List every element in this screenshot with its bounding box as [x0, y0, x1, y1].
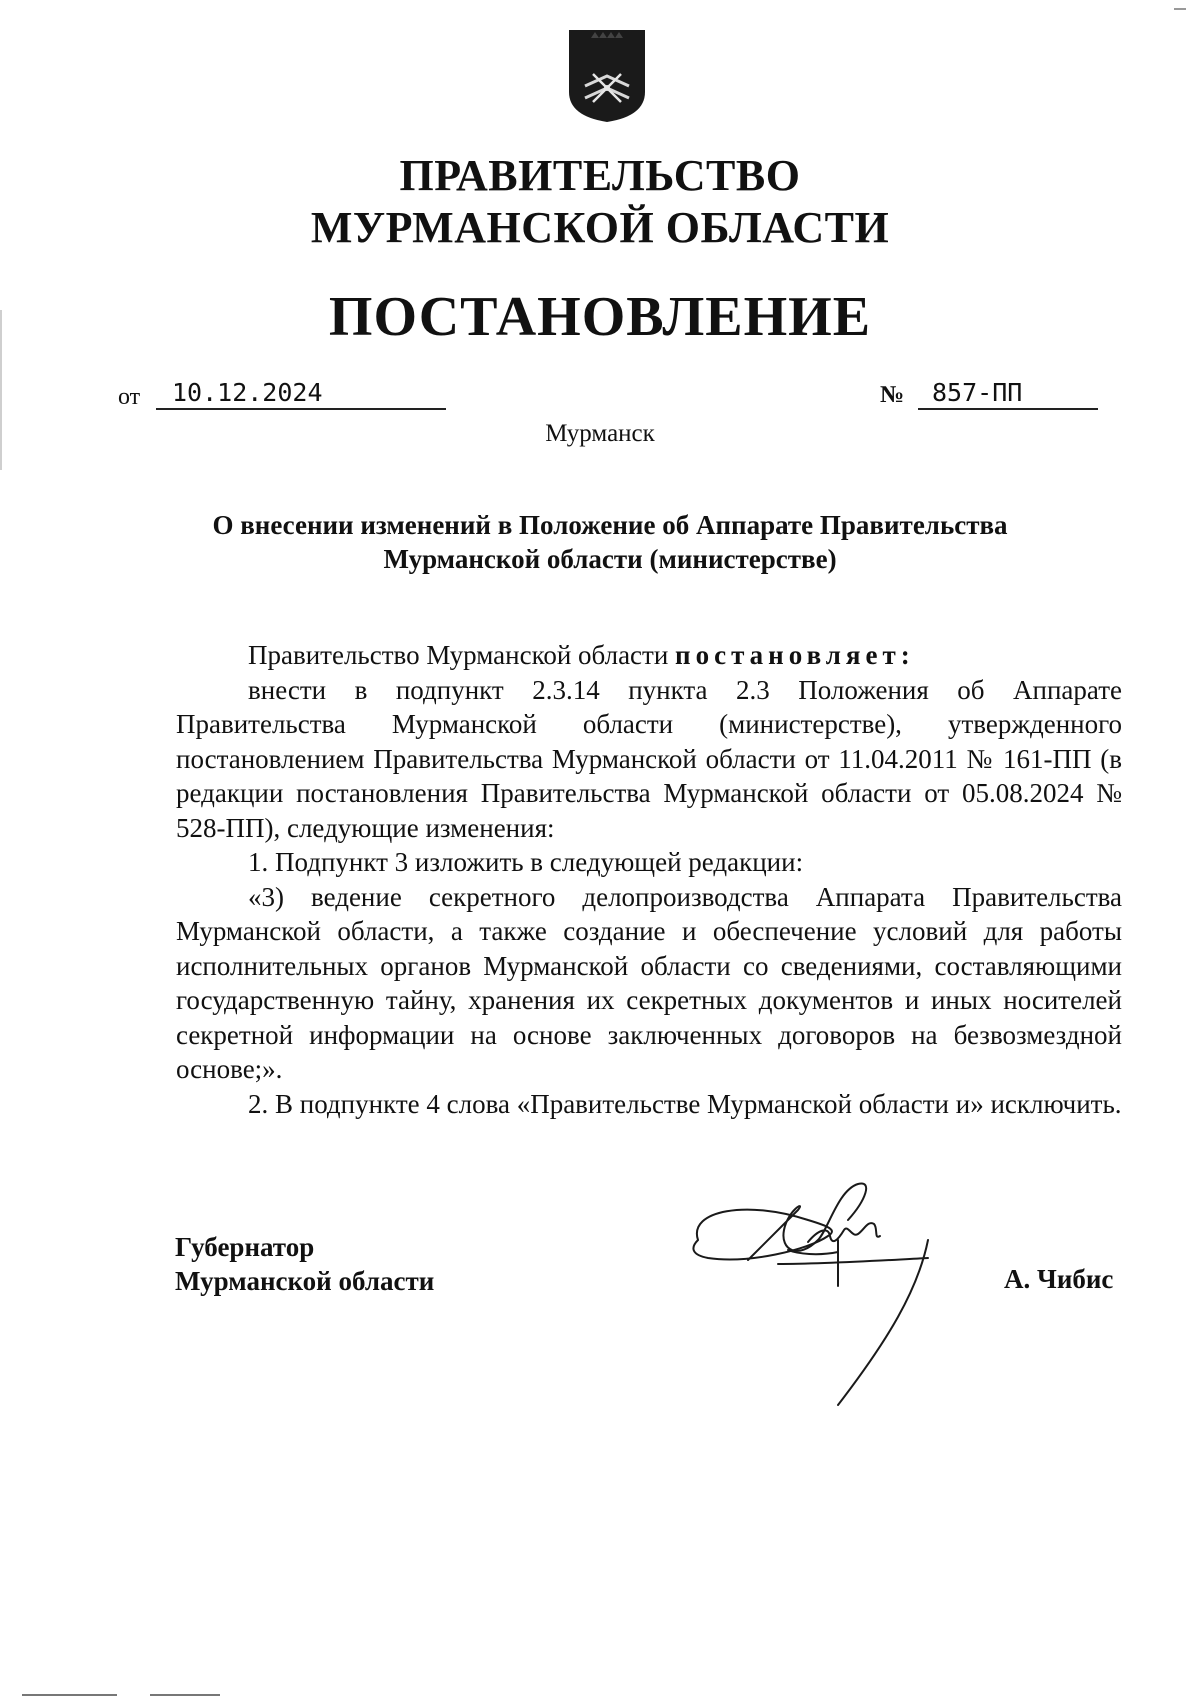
subject-line: О внесении изменений в Положение об Аппарате Правительства — [212, 510, 1008, 540]
coat-of-arms-icon — [567, 28, 647, 124]
authority-line: МУРМАНСКОЙ ОБЛАСТИ — [310, 203, 890, 252]
document-number: 857-ПП — [918, 378, 1098, 410]
document-body — [176, 638, 1122, 1121]
issuing-authority — [0, 150, 1200, 254]
scan-bottom-mark — [22, 1694, 117, 1696]
signatory-title — [175, 1230, 434, 1298]
date-label: от — [118, 384, 141, 410]
number-label: № — [880, 382, 905, 408]
scan-corner-mark — [1174, 8, 1186, 10]
document-date: 10.12.2024 — [156, 378, 446, 410]
body-paragraph: внести в подпункт 2.3.14 пункта 2.3 Положения об Аппарате Правительства Мурманской области (министерстве), утвержденного постановлением Правительства Мурманской области от 11.04.2011 № 161-ПП (в редакции постановления Правительства Мурманской области от 05.08.2024 № 528-ПП), следующие изменения: — [176, 674, 1122, 843]
subject-line: Мурманской области (министерстве) — [383, 544, 837, 574]
resolution-verb: постановляет: — [675, 640, 915, 670]
resolution-intro — [176, 638, 1122, 673]
signatory-title-line: Губернатор — [175, 1232, 315, 1262]
intro-prefix: Правительство Мурманской области — [248, 640, 669, 670]
signatory-title-line: Мурманской области — [175, 1266, 435, 1296]
document-subject — [160, 508, 1060, 576]
body-paragraph: «3) ведение секретного делопроизводства Аппарата Правительства Мурманской области, а также создание и обеспечение условий для работы исполнительных органов Мурманской области со сведениями, составляющими государственную тайну, хранения их секретных документов и иных носителей секретной информации на основе заключенных договоров на безвозмездной основе;». — [176, 881, 1122, 1084]
document-type: ПОСТАНОВЛЕНИЕ — [328, 286, 872, 348]
authority-line: ПРАВИТЕЛЬСТВО — [399, 151, 801, 200]
signatory-name: А. Чибис — [1004, 1264, 1114, 1294]
body-paragraph: 2. В подпункте 4 слова «Правительстве Мурманской области и» исключить. — [248, 1088, 1122, 1119]
body-paragraph: 1. Подпункт 3 изложить в следующей редакции: — [248, 847, 804, 877]
handwritten-signature — [688, 1180, 968, 1420]
issue-city: Мурманск — [545, 420, 655, 447]
scan-bottom-mark — [150, 1694, 220, 1696]
document-meta-row — [118, 378, 1098, 414]
